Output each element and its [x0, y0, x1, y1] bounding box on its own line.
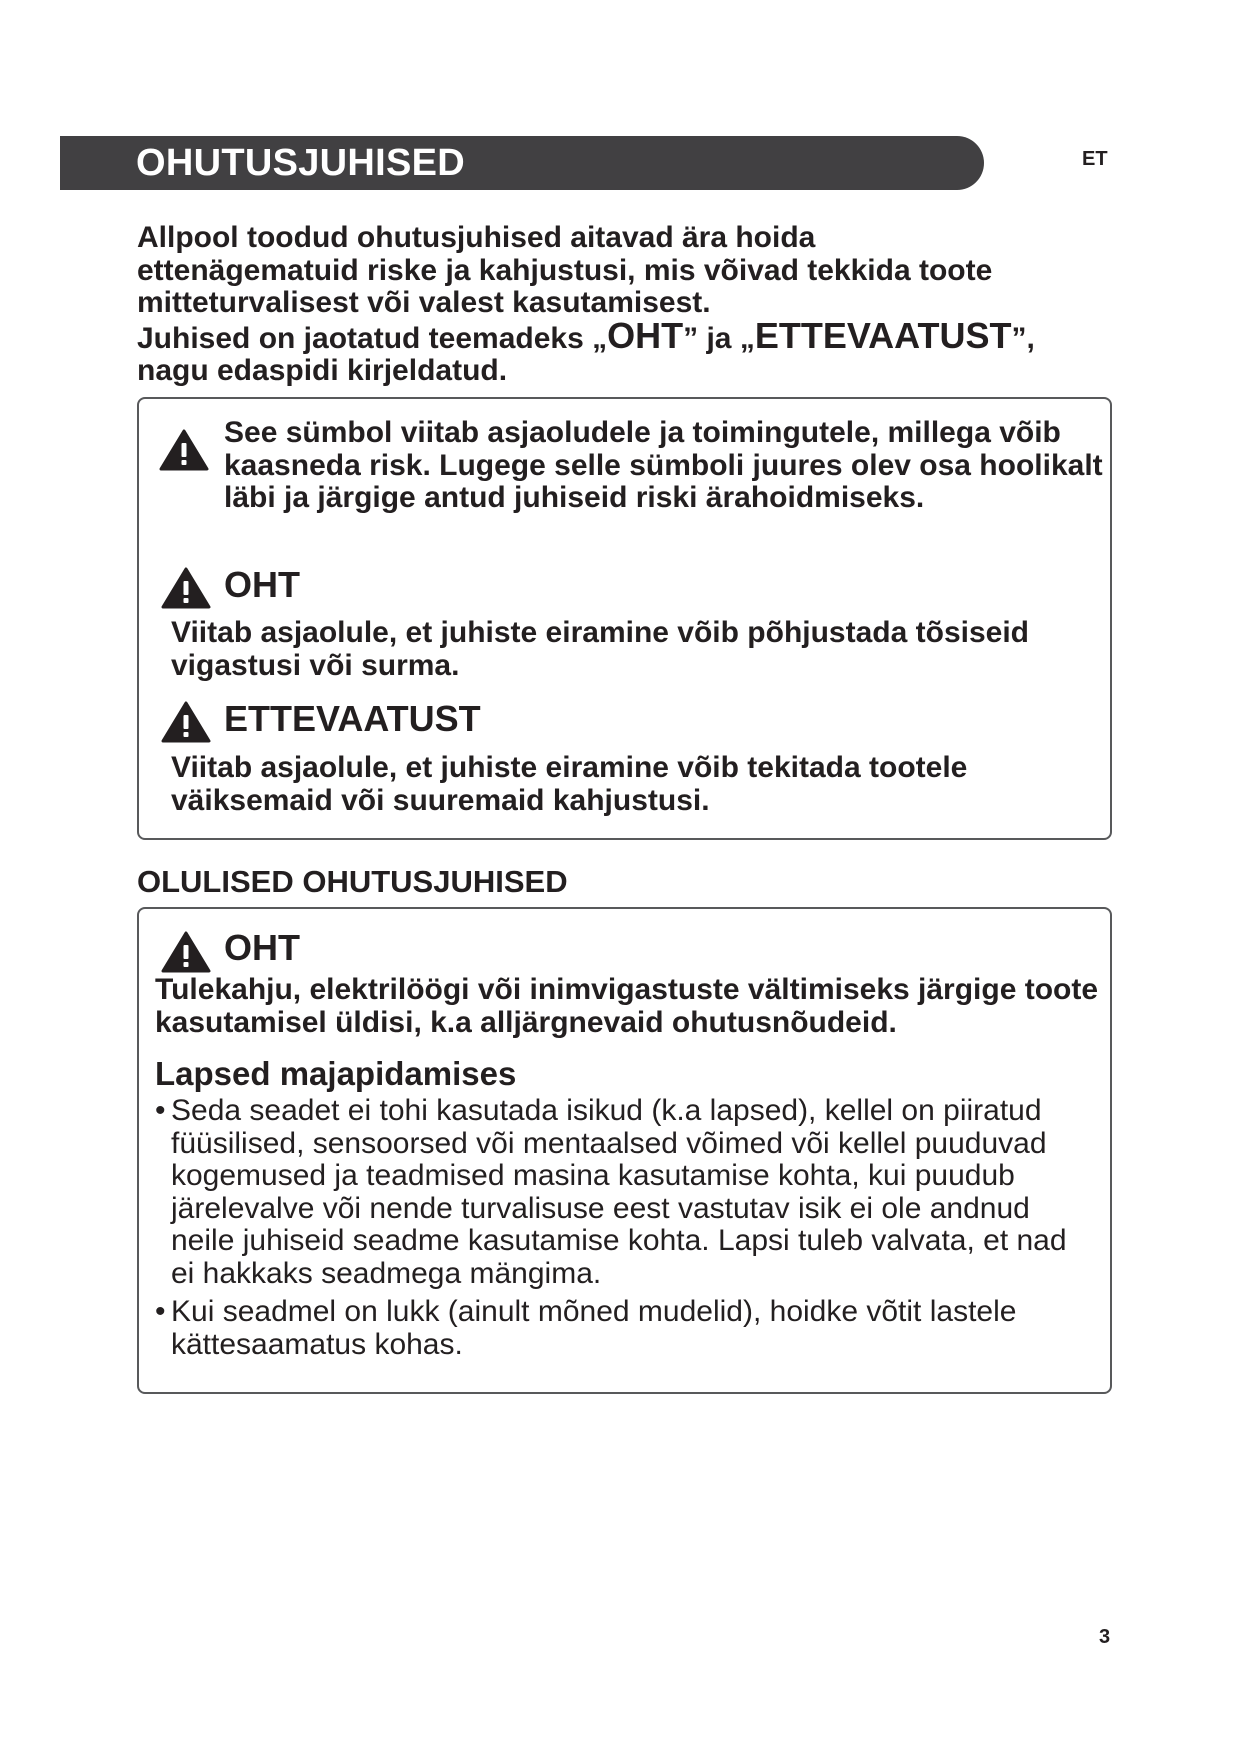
caution-label: ETTEVAATUST	[224, 698, 481, 739]
warning-triangle-icon	[161, 701, 211, 743]
symbol-legend-box	[137, 397, 1112, 840]
intro-text: ”,	[1011, 321, 1035, 355]
list-item	[155, 1095, 1095, 1290]
important-safety-heading: OLULISED OHUTUSJUHISED	[137, 864, 568, 899]
page-number: 3	[1099, 1626, 1111, 1648]
intro-line: Allpool toodud ohutusjuhised aitavad ära hoida	[137, 221, 816, 254]
symbol-explanation: See sümbol viitab asjaoludele ja toimingutele, millega võib kaasneda risk. Lugege selle sümboli juures olev osa hoolikalt läbi ja järgige antud juhiseid riski ärahoidmiseks.	[224, 416, 1103, 514]
warning-triangle-icon	[161, 567, 211, 609]
danger-label: OHT	[224, 927, 300, 968]
important-safety-box	[137, 907, 1112, 1394]
danger-description: Viitab asjaolule, et juhiste eiramine võib põhjustada tõsiseid vigastusi või surma.	[171, 616, 1030, 682]
children-subheading: Lapsed majapidamises	[155, 1055, 517, 1092]
warning-triangle-icon	[161, 931, 211, 973]
intro-term-danger: OHT	[607, 314, 684, 356]
intro-line: nagu edaspidi kirjeldatud.	[137, 354, 508, 387]
language-code: ET	[1082, 148, 1108, 170]
bullet-dot: •	[155, 1094, 166, 1127]
intro-line: ettenägematuid riske ja kahjustusi, mis võivad tekkida toote	[137, 253, 993, 287]
intro-text: Juhised on jaotatud teemadeks „	[137, 321, 608, 355]
list-item-text: Seda seadet ei tohi kasutada isikud (k.a lapsed), kellel on piiratud füüsilised, sensoorsed või mentaalsed võimed või kellel puuduvad kogemused ja teadmised masina kasutamise kohta, kui puudub järelevalve või nende turvalisuse eest vastutav isik ei ole andnud neile juhiseid seadme kasutamise kohta. Lapsi tuleb valvata, et nad ei hakkaks seadmega mängima.	[171, 1094, 1067, 1290]
intro-line	[137, 314, 1137, 356]
page-title: OHUTUSJUHISED	[136, 142, 466, 184]
list-item	[155, 1296, 1095, 1361]
intro-term-caution: ETTEVAATUST	[754, 314, 1012, 356]
intro-text: ” ja „	[683, 321, 755, 355]
list-item-text: Kui seadmel on lukk (ainult mõned mudelid), hoidke võtit lastele kättesaamatus kohas.	[171, 1295, 1017, 1361]
caution-description: Viitab asjaolule, et juhiste eiramine võib tekitada tootele väiksemaid või suuremaid kahjustusi.	[171, 751, 968, 817]
bullet-dot: •	[155, 1295, 166, 1328]
warning-triangle-icon	[159, 429, 209, 471]
section-header-bar	[60, 136, 984, 190]
danger-label: OHT	[224, 564, 300, 605]
intro-paragraph	[137, 222, 1137, 388]
intro-line: mitteturvalisest või valest kasutamisest.	[137, 286, 711, 319]
danger-intro-text: Tulekahju, elektrilöögi või inimvigastuste vältimiseks järgige toote kasutamisel üldisi, k.a alljärgnevaid ohutusnõudeid.	[155, 973, 1099, 1039]
